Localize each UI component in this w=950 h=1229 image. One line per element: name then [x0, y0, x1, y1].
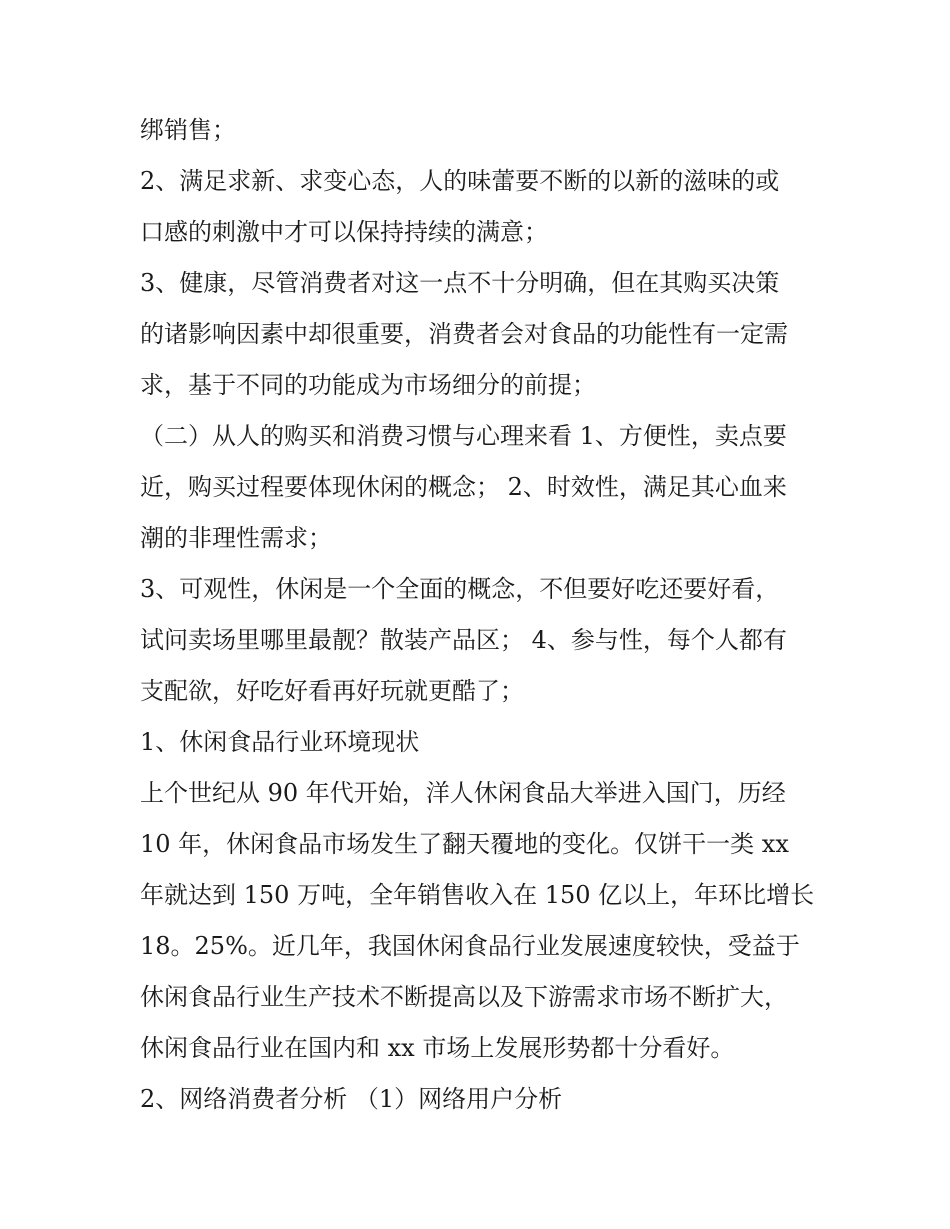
- text-line: 年就达到 150 万吨，全年销售收入在 150 亿以上，年环比增长: [140, 881, 815, 909]
- text-line: 10 年，休闲食品市场发生了翻天覆地的变化。仅饼干一类 xx: [140, 830, 789, 858]
- text-line: 绑销售；: [140, 116, 236, 144]
- text-line: 3、健康，尽管消费者对这一点不十分明确，但在其购买决策: [140, 269, 780, 297]
- text-line: 近，购买过程要体现休闲的概念； 2、时效性，满足其心血来: [140, 473, 787, 501]
- section-heading: 1、休闲食品行业环境现状: [140, 728, 420, 756]
- text-line: 支配欲，好吃好看再好玩就更酷了；: [140, 677, 524, 705]
- text-line: 3、可观性，休闲是一个全面的概念，不但要好吃还要好看，: [140, 575, 780, 603]
- text-line: 2、满足求新、求变心态，人的味蕾要不断的以新的滋味的或: [140, 167, 780, 195]
- text-line: 休闲食品行业在国内和 xx 市场上发展形势都十分看好。: [140, 1034, 735, 1062]
- document-body: [140, 105, 820, 1125]
- text-line: 上个世纪从 90 年代开始，洋人休闲食品大举进入国门，历经: [140, 779, 786, 807]
- text-line: 试问卖场里哪里最靓？散装产品区； 4、参与性，每个人都有: [140, 626, 787, 654]
- text-line: 的诸影响因素中却很重要，消费者会对食品的功能性有一定需: [140, 320, 788, 348]
- text-line: （二）从人的购买和消费习惯与心理来看 1、方便性，卖点要: [140, 422, 787, 450]
- text-line: 口感的刺激中才可以保持持续的满意；: [140, 218, 548, 246]
- text-line: 求，基于不同的功能成为市场细分的前提；: [140, 371, 596, 399]
- text-line: 休闲食品行业生产技术不断提高以及下游需求市场不断扩大，: [140, 983, 788, 1011]
- section-heading: 2、网络消费者分析 （1）网络用户分析: [140, 1085, 563, 1113]
- text-line: 潮的非理性需求；: [140, 524, 332, 552]
- text-line: 18。25%。近几年，我国休闲食品行业发展速度较快，受益于: [140, 932, 800, 960]
